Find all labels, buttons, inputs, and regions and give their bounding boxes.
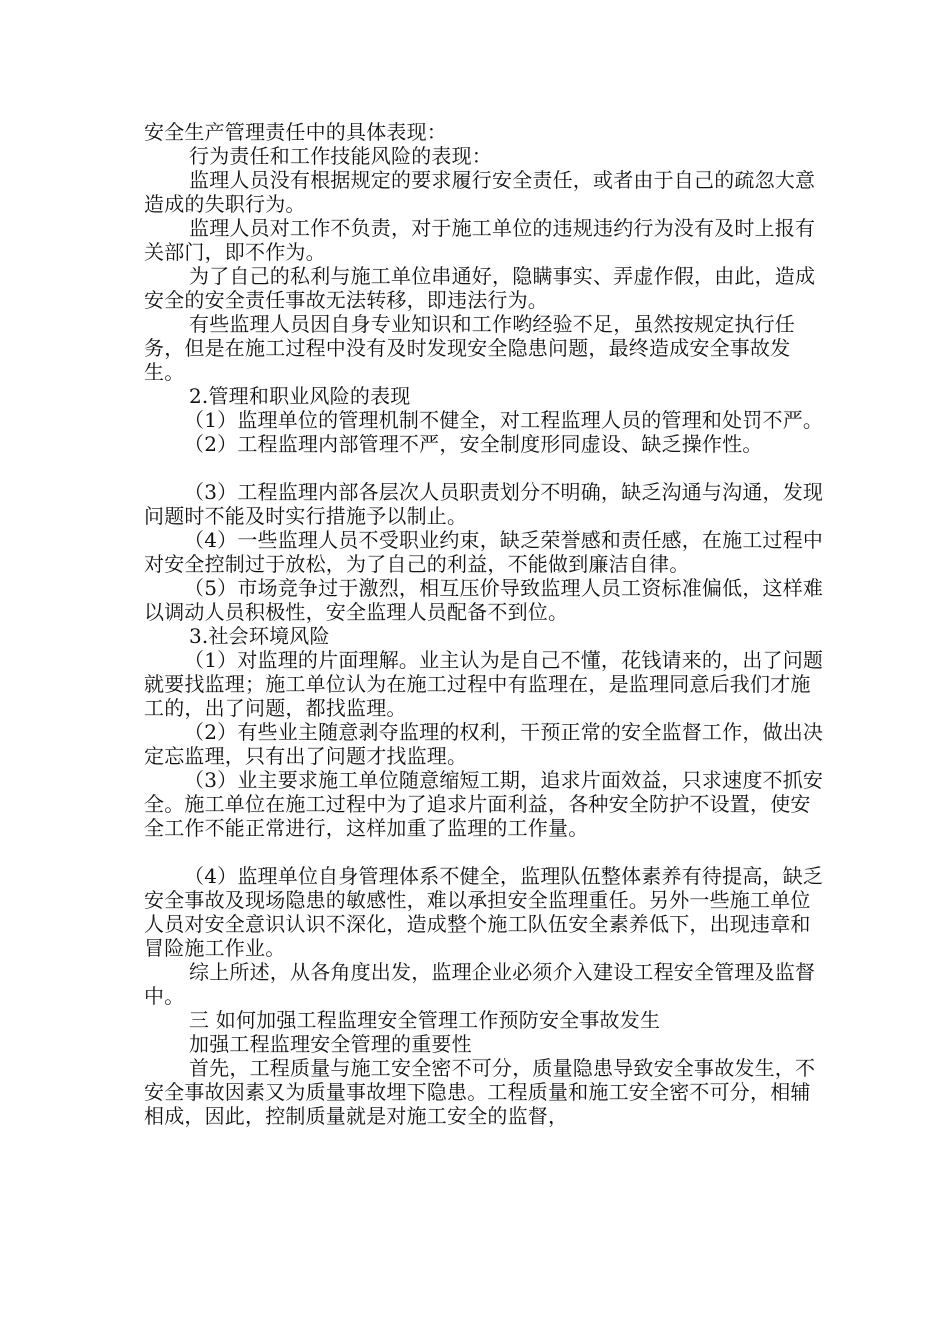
paragraph: 监理人员对工作不负责，对于施工单位的违规违约行为没有及时上报有关部门，即不作为。 [144, 216, 816, 264]
paragraph-intro: 安全生产管理责任中的具体表现： [144, 120, 447, 144]
paragraph-summary: 综上所述，从各角度出发，监理企业必须介入建设工程安全管理及监督中。 [144, 960, 816, 1008]
section-heading: 3.社会环境风险 [189, 624, 330, 648]
blank-line [144, 456, 824, 480]
section-heading: 三 如何加强工程监理安全管理工作预防安全事故发生 [189, 1008, 661, 1032]
list-item: （3）业主要求施工单位随意缩短工期，追求片面效益，只求速度不抓安全。施工单位在施工过程中为了追求片面利益，各种安全防护不设置，使安全工作不能正常进行，这样加重了监理的工作量。 [144, 768, 824, 840]
list-item: （3）工程监理内部各层次人员职责划分不明确，缺乏沟通与沟通，发现问题时不能及时实行措施予以制止。 [144, 480, 824, 528]
list-item: （4）一些监理人员不受职业约束，缺乏荣誉感和责任感，在施工过程中对安全控制过于放松，为了自己的利益，不能做到廉洁自律。 [144, 528, 824, 576]
list-item: （1）监理单位的管理机制不健全，对工程监理人员的管理和处罚不严。 [184, 408, 824, 432]
list-item: （5）市场竞争过于激烈，相互压价导致监理人员工资标准偏低，这样难以调动人员积极性，安全监理人员配备不到位。 [144, 576, 824, 624]
paragraph: 有些监理人员因自身专业知识和工作哟经验不足，虽然按规定执行任务，但是在施工过程中没有及时发现安全隐患问题，最终造成安全事故发生。 [144, 312, 795, 384]
paragraph: 监理人员没有根据规定的要求履行安全责任，或者由于自己的疏忽大意造成的失职行为。 [144, 168, 816, 216]
list-item: （1）对监理的片面理解。业主认为是自己不懂，花钱请来的，出了问题就要找监理；施工单位认为在施工过程中有监理在，是监理同意后我们才施工的，出了问题，都找监理。 [144, 648, 824, 720]
paragraph-subheading: 行为责任和工作技能风险的表现： [189, 144, 492, 168]
list-item: （2）工程监理内部管理不严，安全制度形同虚设、缺乏操作性。 [184, 432, 763, 456]
document-page [144, 120, 824, 1128]
paragraph: 首先，工程质量与施工安全密不可分，质量隐患导致安全事故发生，不安全事故因素又为质量事故埋下隐患。工程质量和施工安全密不可分，相辅相成，因此，控制质量就是对施工安全的监督， [144, 1056, 816, 1128]
list-item: （2）有些业主随意剥夺监理的权利，干预正常的安全监督工作，做出决定忘监理，只有出了问题才找监理。 [144, 720, 824, 768]
section-heading: 2.管理和职业风险的表现 [189, 384, 411, 408]
subsection-heading: 加强工程监理安全管理的重要性 [189, 1032, 472, 1056]
blank-line [144, 840, 824, 864]
paragraph: 为了自己的私利与施工单位串通好，隐瞒事实、弄虚作假，由此，造成安全的安全责任事故无法转移，即违法行为。 [144, 264, 816, 312]
list-item: （4）监理单位自身管理体系不健全，监理队伍整体素养有待提高，缺乏安全事故及现场隐患的敏感性，难以承担安全监理重任。另外一些施工单位人员对安全意识认识不深化，造成整个施工队伍安全素养低下，出现违章和冒险施工作业。 [144, 864, 824, 960]
